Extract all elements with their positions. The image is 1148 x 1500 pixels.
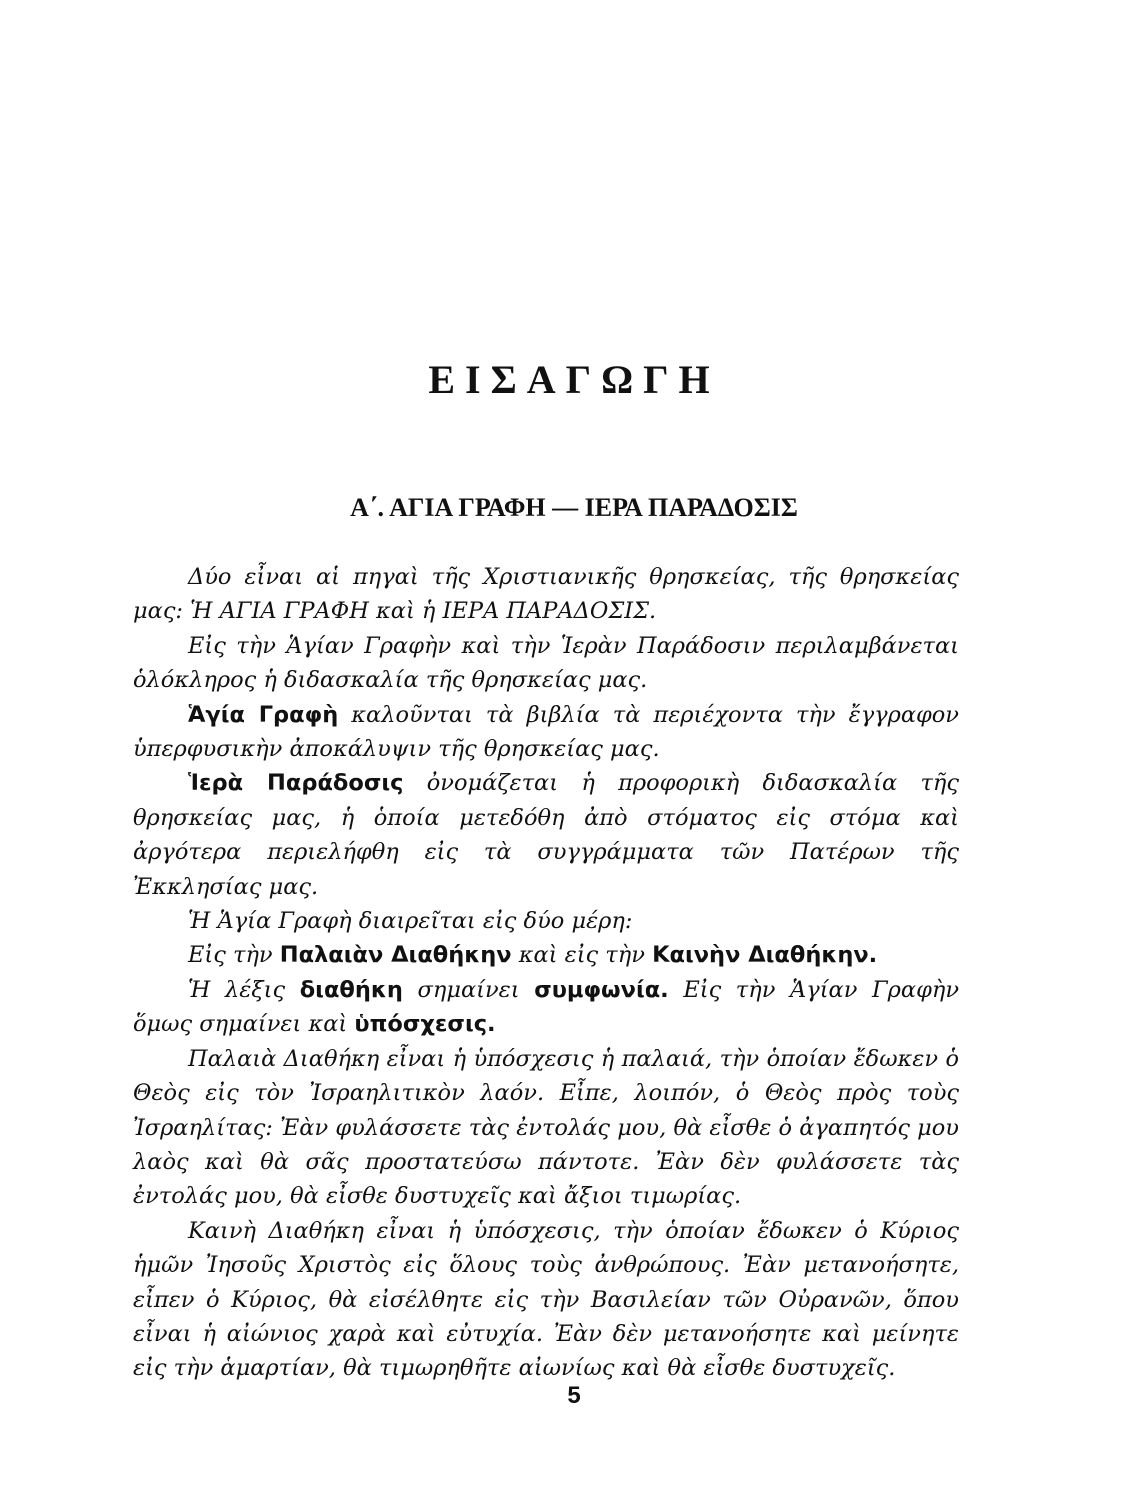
body-text — [133, 560, 959, 1386]
section-heading: Α΄. ΑΓΙΑ ΓΡΑΦΗ — ΙΕΡΑ ΠΑΡΑΔΟΣΙΣ — [350, 493, 798, 522]
term-holy-scripture: Ἁγία Γραφὴ — [188, 701, 339, 728]
paragraph-text: ὀνομάζεται ἡ προφορικὴ διδασκαλία τῆς θρησκείας μας, ἡ ὁποία μετεδόθη ἀπὸ στόματος εἰς στόμα καὶ ἀργότερα περιελήφθη εἰς τὰ συγγράμματα τῶν Πατέρων τῆς Ἐκκλησίας μας. — [133, 770, 959, 900]
paragraph — [133, 973, 959, 1042]
term-agreement: συμφωνία. — [534, 976, 669, 1003]
paragraph-text: καὶ εἰς τὴν — [511, 942, 653, 969]
paragraph: Καινὴ Διαθήκη εἶναι ἡ ὑπόσχεσις, τὴν ὁποίαν ἔδωκεν ὁ Κύριος ἡμῶν Ἰησοῦς Χριστὸς εἰς ὅλους τοὺς ἀνθρώπους. Ἐὰν μετανοήσητε, εἶπεν ὁ Κύριος, θὰ εἰσέλθητε εἰς τὴν Βασιλείαν τῶν Οὐρανῶν, ὅπου εἶναι ἡ αἰώνιος χαρὰ καὶ εὐτυχία. Ἐὰν δὲν μετανοήσητε καὶ μείνητε εἰς τὴν ἁμαρτίαν, θὰ τιμωρηθῆτε αἰωνίως καὶ θὰ εἶσθε δυστυχεῖς. — [133, 1217, 959, 1382]
term-new-testament: Καινὴν Διαθήκην. — [652, 942, 878, 969]
paragraph: Δύο εἶναι αἱ πηγαὶ τῆς Χριστιανικῆς θρησκείας, τῆς θρησκείας μας: Ἡ ΑΓΙΑ ΓΡΑΦΗ καὶ ἡ ΙΕΡΑ ΠΑΡΑΔΟΣΙΣ. — [133, 564, 959, 625]
paragraph — [133, 698, 959, 767]
term-testament: διαθήκη — [299, 976, 403, 1003]
paragraph: Εἰς τὴν Ἁγίαν Γραφὴν καὶ τὴν Ἱερὰν Παράδοσιν περιλαμβάνεται ὁλόκληρος ἡ διδασκαλία τῆς θρησκείας μας. — [133, 632, 959, 694]
paragraph-text: Ἡ λέξις — [188, 976, 300, 1003]
paragraph: Ἡ Ἁγία Γραφὴ διαιρεῖται εἰς δύο μέρη: — [188, 908, 633, 935]
paragraph-text: σημαίνει — [402, 976, 535, 1003]
page-number: 5 — [567, 1382, 581, 1409]
term-old-testament: Παλαιὰν Διαθήκην — [279, 942, 512, 969]
paragraph-text: Εἰς τὴν Ἁγίαν Γραφὴν ὅμως σημαίνει καὶ — [133, 976, 959, 1038]
term-holy-tradition: Ἱερὰ Παράδοσις — [188, 770, 404, 797]
paragraph-text: καλοῦνται τὰ βιβλία τὰ περιέχοντα τὴν ἔγγραφον ὑπερφυσικὴν ἀποκάλυψιν τῆς θρησκείας μας. — [133, 701, 959, 763]
paragraph: Παλαιὰ Διαθήκη εἶναι ἡ ὑπόσχεσις ἡ παλαιά, τὴν ὁποίαν ἔδωκεν ὁ Θεὸς εἰς τὸν Ἰσραηλιτικὸν λαόν. Εἶπε, λοιπόν, ὁ Θεὸς πρὸς τοὺς Ἰσραηλίτας: Ἐὰν φυλάσσετε τὰς ἐντολάς μου, θὰ εἶσθε ὁ ἀγαπητός μου λαὸς καὶ θὰ σᾶς προστατεύσω πάντοτε. Ἐὰν δὲν φυλάσσετε τὰς ἐντολάς μου, θὰ εἶσθε δυστυχεῖς καὶ ἄξιοι τιμωρίας. — [133, 1045, 959, 1210]
term-promise: ὑπόσχεσις. — [354, 1011, 496, 1038]
paragraph — [133, 766, 959, 904]
paragraph — [133, 938, 959, 972]
chapter-title: ΕΙΣΑΓΩΓΗ — [428, 357, 720, 402]
paragraph-text: Εἰς τὴν — [188, 942, 280, 969]
